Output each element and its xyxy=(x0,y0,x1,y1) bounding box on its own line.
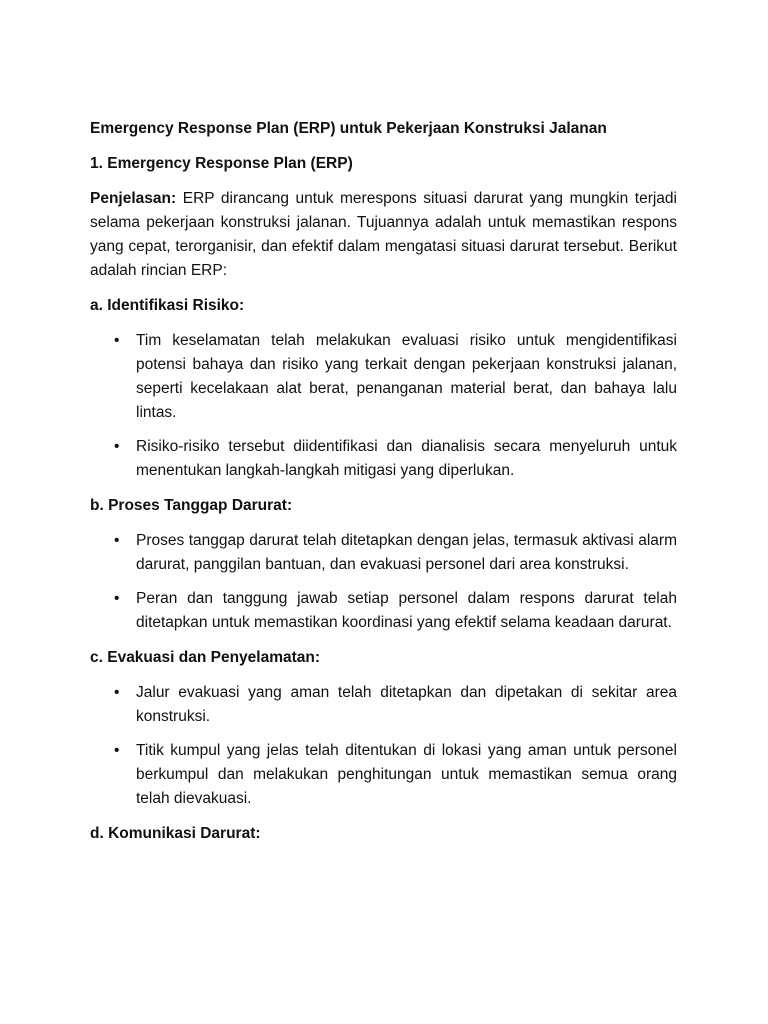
bullet-list xyxy=(90,529,677,635)
bullet-list xyxy=(90,329,677,483)
bullet-list xyxy=(90,681,677,811)
list-item-text: Peran dan tanggung jawab setiap personel dalam respons darurat telah ditetapkan untuk memastikan koordinasi yang efektif selama keadaan darurat. xyxy=(136,590,677,631)
list-item xyxy=(90,329,677,425)
list-item xyxy=(90,681,677,729)
list-item-text: Proses tanggap darurat telah ditetapkan dengan jelas, termasuk aktivasi alarm darurat, panggilan bantuan, dan evakuasi personel dari area konstruksi. xyxy=(136,532,677,573)
list-item-text: Risiko-risiko tersebut diidentifikasi dan dianalisis secara menyeluruh untuk menentukan langkah-langkah mitigasi yang diperlukan. xyxy=(136,438,677,479)
subsection-heading: d. Komunikasi Darurat: xyxy=(90,825,261,842)
bullet-icon: • xyxy=(114,590,120,607)
list-item xyxy=(90,435,677,483)
bullet-icon: • xyxy=(114,532,120,549)
intro-text: ERP dirancang untuk merespons situasi darurat yang mungkin terjadi selama pekerjaan konstruksi jalanan. Tujuannya adalah untuk memastikan respons yang cepat, terorganisir, dan efektif dalam mengatasi situasi darurat tersebut. Berikut adalah rincian ERP: xyxy=(90,190,677,279)
list-item xyxy=(90,739,677,811)
bullet-icon: • xyxy=(114,332,120,349)
subsection-heading: c. Evakuasi dan Penyelamatan: xyxy=(90,649,321,666)
list-item xyxy=(90,529,677,577)
section-title: 1. Emergency Response Plan (ERP) xyxy=(90,155,353,172)
subsection-heading: a. Identifikasi Risiko: xyxy=(90,297,245,314)
document-title: Emergency Response Plan (ERP) untuk Pekerjaan Konstruksi Jalanan xyxy=(90,120,607,137)
list-item-text: Tim keselamatan telah melakukan evaluasi risiko untuk mengidentifikasi potensi bahaya dan risiko yang terkait dengan pekerjaan konstruksi jalanan, seperti kecelakaan alat berat, penanganan material berat, dan bahaya lalu lintas. xyxy=(136,332,677,421)
subsection-heading: b. Proses Tanggap Darurat: xyxy=(90,497,293,514)
bullet-icon: • xyxy=(114,742,120,759)
intro-lead: Penjelasan: xyxy=(90,190,177,207)
list-item-text: Titik kumpul yang jelas telah ditentukan di lokasi yang aman untuk personel berkumpul dan melakukan penghitungan untuk memastikan semua orang telah dievakuasi. xyxy=(136,742,677,807)
document-page xyxy=(90,117,677,857)
bullet-icon: • xyxy=(114,684,120,701)
list-item-text: Jalur evakuasi yang aman telah ditetapkan dan dipetakan di sekitar area konstruksi. xyxy=(136,684,677,725)
bullet-icon: • xyxy=(114,438,120,455)
intro-paragraph xyxy=(90,187,677,283)
list-item xyxy=(90,587,677,635)
